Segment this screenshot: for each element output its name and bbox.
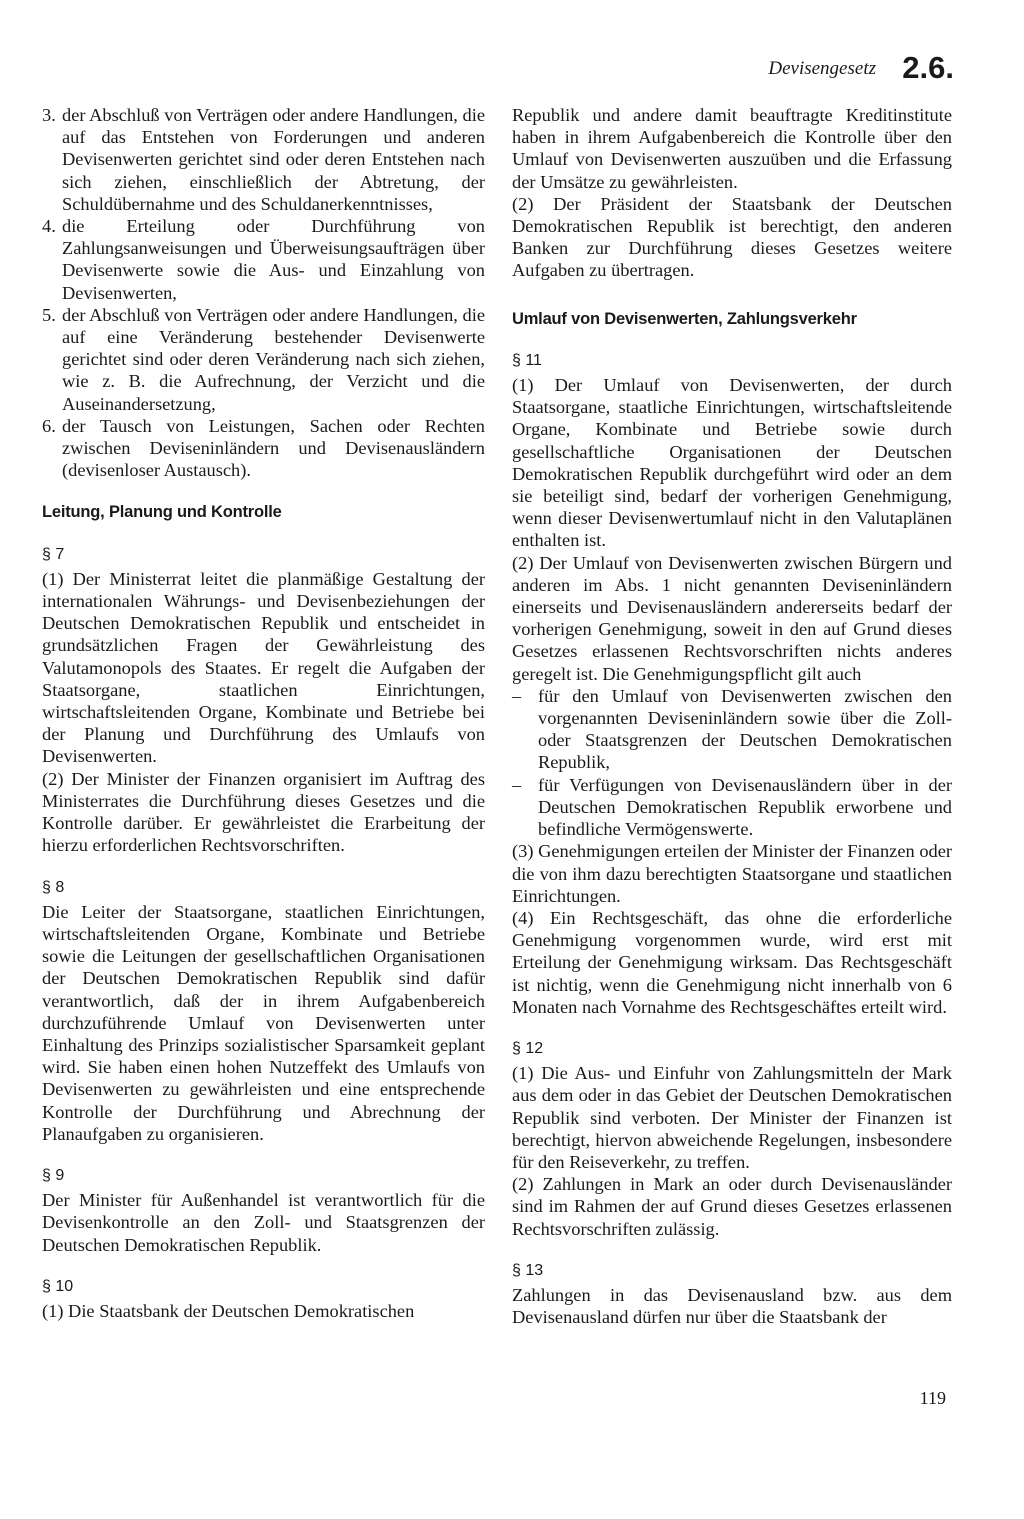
list-text: für den Umlauf von Devisenwerten zwischen den vorgenannten Deviseninländern sowie über die Zoll- oder Staatsgrenzen der Deutschen Demokratischen Republik,: [538, 685, 952, 773]
paragraph-title-10: § 10: [42, 1277, 74, 1295]
list-number: 3.: [42, 105, 56, 125]
page-number: 119: [919, 1388, 946, 1408]
dash-marker: –: [512, 685, 522, 706]
paragraph-title-12: § 12: [512, 1039, 544, 1057]
paragraph-12-1: (1) Die Aus- und Einfuhr von Zahlungsmitteln der Mark aus dem oder in das Gebiet der Deutschen Demokratischen Republik sind verboten. Der Minister der Finanzen ist berechtigt, hiervon abweichende Regelungen, insbesondere für den Reiseverkehr, zu treffen.: [512, 1063, 952, 1172]
paragraph-8-1: Die Leiter der Staatsorgane, staatlichen Einrichtungen, wirtschaftsleitenden Organe, Kombinate und Betriebe sowie die Leitungen der gesellschaftlichen Organisationen der Deutschen Demokratischen Republik sind dafür verantwortlich, daß der in ihrem Aufgabenbereich durchzuführende Umlauf von Devisenwerten unter Einhaltung des Prinzips sozialistischer Sparsamkeit geplant wird. Sie haben einen hohen Nutzeffekt des Umlaufs von Devisenwerten zu gewährleisten und eine entsprechende Kontrolle der Durchführung und Abrechnung der Planaufgaben zu organisieren.: [42, 901, 485, 1144]
left-column: [42, 104, 485, 1322]
list-item: [42, 415, 485, 482]
list-text: die Erteilung oder Durchführung von Zahlungsanweisungen und Überweisungsaufträgen über Devisenwerte sowie die Aus- und Einzahlung von Devisenwerten,: [62, 216, 485, 303]
paragraph-13-1: Zahlungen in das Devisenausland bzw. aus dem Devisenausland dürfen nur über die Staatsbank der: [512, 1284, 952, 1328]
paragraph-11-2: (2) Der Umlauf von Devisenwerten zwischen Bürgern und anderen im Abs. 1 nicht genannten Deviseninländern einerseits und Devisenausländern andererseits bedarf der vorherigen Genehmigung, soweit in den auf Grund dieses Gesetzes erlassenen Rechtsvorschriften nichts anderes geregelt ist. Die Genehmigungspflicht gilt auch: [512, 552, 952, 684]
right-column: [512, 104, 952, 1328]
section-heading-umlauf: Umlauf von Devisenwerten, Zahlungsverkehr: [512, 309, 857, 328]
list-text: der Abschluß von Verträgen oder andere Handlungen, die auf das Entstehen von Forderungen und anderen Devisenwerten gerichtet sind oder deren Entstehen nach sich ziehen, einschließlich der Abtretung, der Schuldübernahme und des Schuldanerkenntnisses,: [62, 105, 485, 214]
list-text: der Abschluß von Verträgen oder andere Handlungen, die auf eine Veränderung bestehender Devisenwerte gerichtet sind oder deren Veränderung nach sich ziehen, wie z. B. die Aufrechnung, der Verzicht und die Auseinandersetzung,: [62, 304, 485, 414]
list-number: 4.: [42, 216, 56, 237]
paragraph-title-7: § 7: [42, 545, 65, 563]
list-item: [42, 215, 485, 304]
paragraph-title-11: § 11: [512, 351, 542, 369]
paragraph-11-3: (3) Genehmigungen erteilen der Minister der Finanzen oder die von ihm dazu berechtigten Staatsorgane und staatlichen Einrichtungen.: [512, 841, 952, 906]
paragraph-11-1: (1) Der Umlauf von Devisenwerten, der durch Staatsorgane, staatliche Einrichtungen, wirtschaftsleitende Organe, Kombinate und Betriebe sowie durch gesellschaftliche Organisationen der Deutschen Demokratischen Republik durchgeführt wird oder an dem sie beteiligt sind, bedarf der vorherigen Genehmigung, wenn dieser Devisenwertumlauf nicht in den Valutaplänen enthalten ist.: [512, 375, 952, 551]
list-item: [42, 104, 485, 215]
list-item: [512, 685, 952, 774]
paragraph-title-9: § 9: [42, 1166, 65, 1184]
paragraph-9-1: Der Minister für Außenhandel ist verantwortlich für die Devisenkontrolle an den Zoll- und Staatsgrenzen der Deutschen Demokratischen Republik.: [42, 1190, 485, 1255]
section-heading-leitung: Leitung, Planung und Kontrolle: [42, 503, 282, 522]
paragraph-11-4: (4) Ein Rechtsgeschäft, das ohne die erforderliche Genehmigung vorgenommen wurde, wird erst mit Erteilung der Genehmigung wirksam. Das Rechtsgeschäft ist nichtig, wenn die Genehmigung nicht innerhalb von 6 Monaten nach Vornahme des Rechtsgeschäftes erteilt wird.: [512, 907, 952, 1017]
paragraph-10-1-cont: Republik und andere damit beauftragte Kreditinstitute haben in ihrem Aufgabenbereich die Kontrolle über den Umlauf von Devisenwerten auszuüben und die Erfassung der Umsätze zu gewährleisten.: [512, 105, 952, 192]
list-number: 5.: [42, 304, 56, 325]
running-header-title: Devisengesetz: [768, 58, 876, 79]
list-item: [512, 774, 952, 841]
running-header-section: 2.6.: [902, 50, 954, 85]
paragraph-10-2: (2) Der Präsident der Staatsbank der Deutschen Demokratischen Republik ist berechtigt, den anderen Banken zur Durchführung dieses Gesetzes weitere Aufgaben zu übertragen.: [512, 193, 952, 281]
paragraph-title-8: § 8: [42, 878, 65, 896]
paragraph-12-2: (2) Zahlungen in Mark an oder durch Devisenausländer sind im Rahmen der auf Grund dieses Gesetzes erlassenen Rechtsvorschriften zulässig.: [512, 1174, 952, 1239]
list-item: [42, 304, 485, 415]
paragraph-7-2: (2) Der Minister der Finanzen organisiert im Auftrag des Ministerrates die Durchführung dieses Gesetzes und die Kontrolle darüber. Er gewährleistet die Erarbeitung der hierzu erforderlichen Rechtsvorschriften.: [42, 768, 485, 856]
list-text: der Tausch von Leistungen, Sachen oder Rechten zwischen Deviseninländern und Devisenausländern (devisenloser Austausch).: [62, 415, 485, 481]
dash-marker: –: [512, 774, 522, 795]
list-number: 6.: [42, 415, 56, 436]
paragraph-title-13: § 13: [512, 1261, 544, 1279]
paragraph-10-1: (1) Die Staatsbank der Deutschen Demokratischen: [42, 1300, 415, 1321]
list-text: für Verfügungen von Devisenausländern über in der Deutschen Demokratischen Republik erworbene und befindliche Vermögenswerte.: [538, 774, 952, 840]
paragraph-7-1: (1) Der Ministerrat leitet die planmäßige Gestaltung der internationalen Währungs- und Devisenbeziehungen der Deutschen Demokratischen Republik und entscheidet in grundsätzlichen Fragen der Gewährleistung des Valutamonopols des Staates. Er regelt die Aufgaben der Staatsorgane, staatlichen Einrichtungen, wirtschaftsleitenden Organe, Kombinate und Betriebe bei der Planung und Durchführung des Umlaufs von Devisenwerten.: [42, 568, 485, 767]
